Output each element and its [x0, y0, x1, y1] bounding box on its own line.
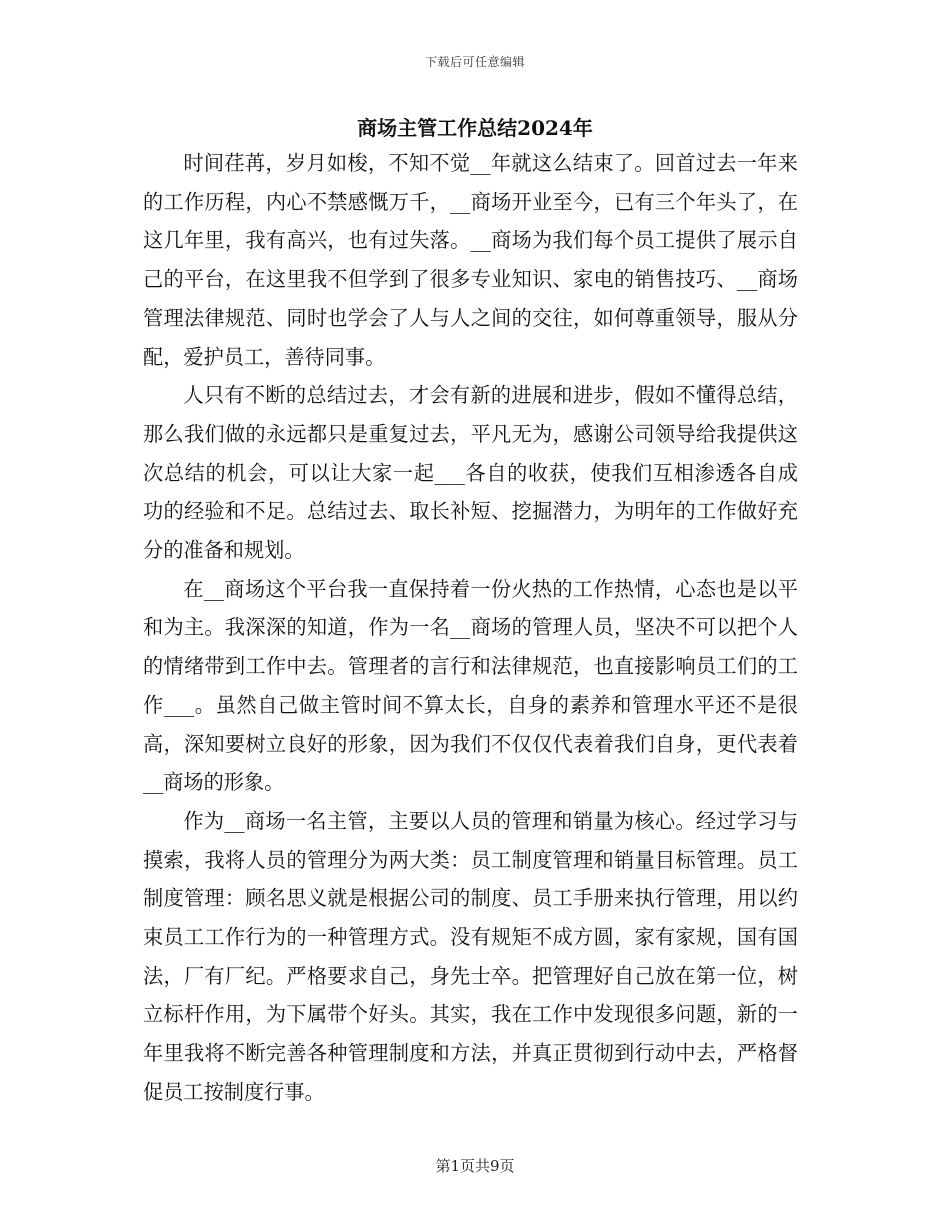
header-note: 下载后可任意编辑 [424, 55, 525, 69]
document-body [143, 144, 798, 1112]
paragraph-2: 人只有不断的总结过去，才会有新的进展和进步，假如不懂得总结，那么我们做的永远都只是重复过去，平凡无为，感谢公司领导给我提供这次总结的机会，可以让大家一起___各自的收获，使我们互相渗透各自成功的经验和不足。总结过去、取长补短、挖掘潜力，为明年的工作做好充分的准备和规划。 [143, 383, 798, 563]
document-title: 商场主管工作总结2024年 [357, 116, 593, 140]
page-indicator: 第1页共9页 [435, 1157, 515, 1175]
paragraph-4: 作为__商场一名主管，主要以人员的管理和销量为核心。经过学习与摸索，我将人员的管理分为两大类：员工制度管理和销量目标管理。员工制度管理：顾名思义就是根据公司的制度、员工手册来执行管理，用以约束员工工作行为的一种管理方式。没有规矩不成方圆，家有家规，国有国法，厂有厂纪。严格要求自己，身先士卒。把管理好自己放在第一位，树立标杆作用，为下属带个好头。其实，我在工作中发现很多问题，新的一年里我将不断完善各种管理制度和方法，并真正贯彻到行动中去，严格督促员工按制度行事。 [143, 808, 798, 1104]
paragraph-3: 在__商场这个平台我一直保持着一份火热的工作热情，心态也是以平和为主。我深深的知道，作为一名__商场的管理人员，坚决不可以把个人的情绪带到工作中去。管理者的言行和法律规范，也直接影响员工们的工作___。虽然自己做主管时间不算太长，自身的素养和管理水平还不是很高，深知要树立良好的形象，因为我们不仅仅代表着我们自身，更代表着__商场的形象。 [143, 576, 798, 795]
paragraph-1: 时间荏苒，岁月如梭，不知不觉__年就这么结束了。回首过去一年来的工作历程，内心不禁感慨万千，__商场开业至今，已有三个年头了，在这几年里，我有高兴，也有过失落。__商场为我们每个员工提供了展示自己的平台，在这里我不但学到了很多专业知识、家电的销售技巧、__商场管理法律规范、同时也学会了人与人之间的交往，如何尊重领导，服从分配，爱护员工，善待同事。 [143, 151, 798, 369]
